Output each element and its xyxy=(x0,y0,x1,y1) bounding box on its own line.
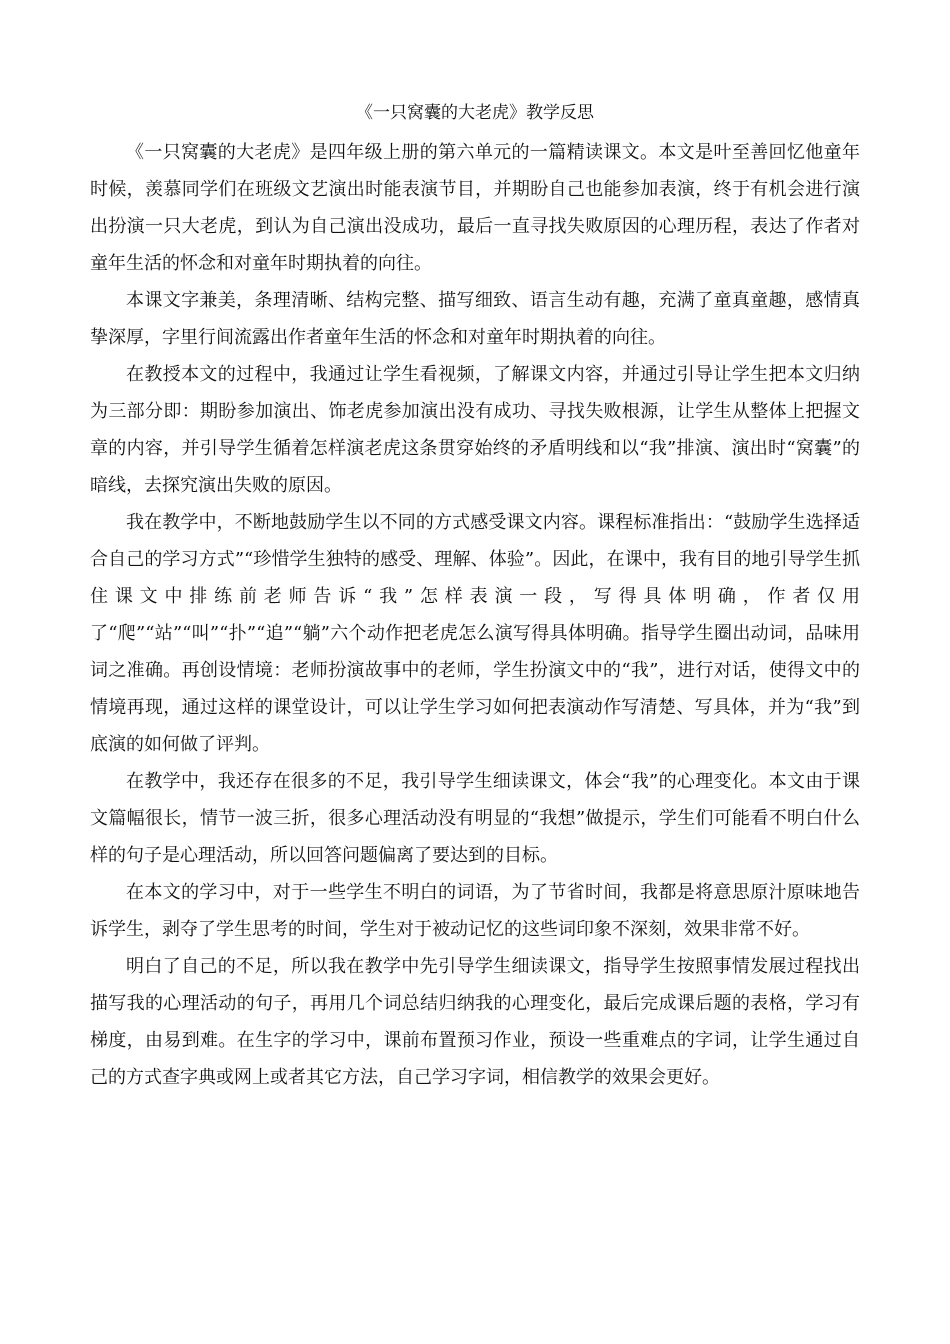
paragraph-5: 在教学中，我还存在很多的不足，我引导学生细读课文，体会“我”的心理变化。本文由于课文篇幅很长，情节一波三折，很多心理活动没有明显的“我想”做提示，学生们可能看不明白什么样的句子是心理活动，所以回答问题偏离了要达到的目标。 xyxy=(90,771,860,866)
paragraph-3: 在教授本文的过程中，我通过让学生看视频，了解课文内容，并通过引导让学生把本文归纳为三部分即：期盼参加演出、饰老虎参加演出没有成功、寻找失败根源，让学生从整体上把握文章的内容，并引导学生循着怎样演老虎这条贯穿始终的矛盾明线和以“我”排演、演出时“窝囊”的暗线，去探究演出失败的原因。 xyxy=(90,364,860,496)
document-page xyxy=(90,98,860,1096)
document-title: 《一只窝囊的大老虎》教学反思 xyxy=(356,103,594,123)
paragraph-1: 《一只窝囊的大老虎》是四年级上册的第六单元的一篇精读课文。本文是叶至善回忆他童年时候，羡慕同学们在班级文艺演出时能表演节目，并期盼自己也能参加表演，终于有机会进行演出扮演一只大老虎，到认为自己演出没成功，最后一直寻找失败原因的心理历程，表达了作者对童年生活的怀念和对童年时期执着的向往。 xyxy=(90,142,860,274)
paragraph-2: 本课文字兼美，条理清晰、结构完整、描写细致、语言生动有趣，充满了童真童趣，感情真挚深厚，字里行间流露出作者童年生活的怀念和对童年时期执着的向往。 xyxy=(90,290,860,348)
paragraph-7: 明白了自己的不足，所以我在教学中先引导学生细读课文，指导学生按照事情发展过程找出描写我的心理活动的句子，再用几个词总结归纳我的心理变化，最后完成课后题的表格，学习有梯度，由易到难。在生字的学习中，课前布置预习作业，预设一些重难点的字词，让学生通过自己的方式查字典或网上或者其它方法，自己学习字词，相信教学的效果会更好。 xyxy=(90,956,860,1088)
paragraph-4: 我在教学中，不断地鼓励学生以不同的方式感受课文内容。课程标准指出：“鼓励学生选择适合自己的学习方式”“珍惜学生独特的感受、理解、体验”。因此，在课中，我有目的地引导学生抓住课文中排练前老师告诉“我”怎样表演一段，写得具体明确，作者仅用了“爬”“站”“叫”“扑”“追”“躺”六个动作把老虎怎么演写得具体明确。指导学生圈出动词，品味用词之准确。再创设情境：老师扮演故事中的老师，学生扮演文中的“我”，进行对话，使得文中的情境再现，通过这样的课堂设计，可以让学生学习如何把表演动作写清楚、写具体，并为“我”到底演的如何做了评判。 xyxy=(90,512,860,755)
paragraph-6: 在本文的学习中，对于一些学生不明白的词语，为了节省时间，我都是将意思原汁原味地告诉学生，剥夺了学生思考的时间，学生对于被动记忆的这些词印象不深刻，效果非常不好。 xyxy=(90,882,860,940)
